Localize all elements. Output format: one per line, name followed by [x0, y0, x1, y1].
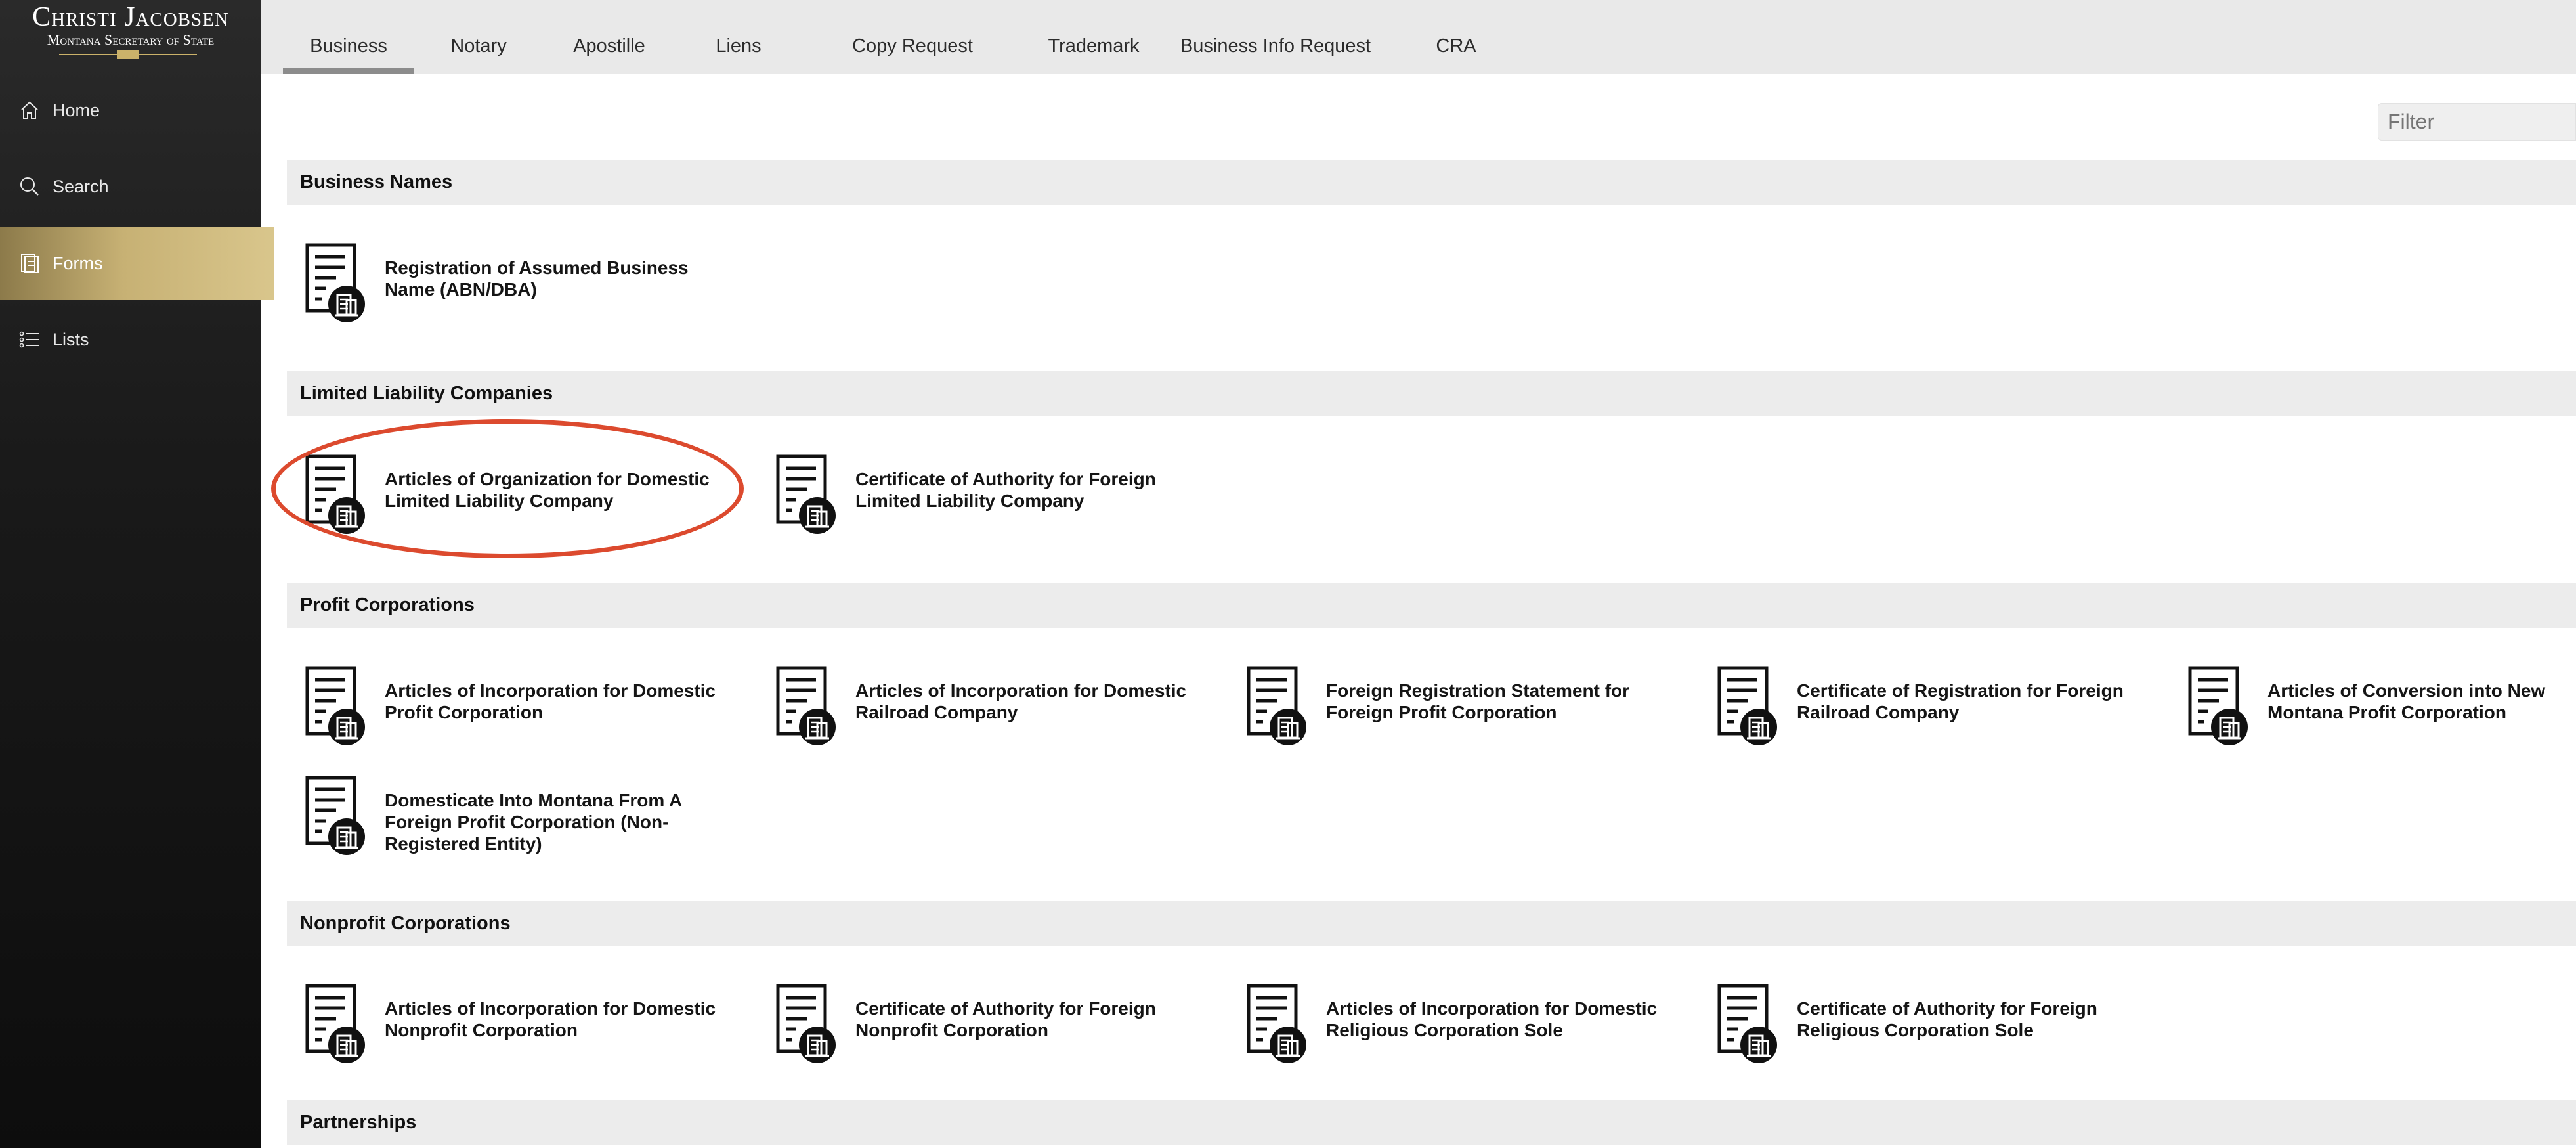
sidebar-item-search[interactable]	[0, 150, 261, 223]
tab-notary[interactable]: Notary	[450, 35, 507, 56]
tab-business[interactable]: Business	[283, 0, 414, 74]
section-header-profit-corporations: Profit Corporations	[287, 583, 2576, 628]
form-item[interactable]	[774, 454, 1220, 546]
form-document-icon	[303, 983, 366, 1065]
form-item[interactable]	[1245, 983, 1691, 1075]
form-item[interactable]	[1715, 665, 2162, 757]
form-document-icon	[774, 983, 837, 1065]
form-item-label: Articles of Incorporation for Domestic Religious Corporation Sole	[1326, 998, 1658, 1040]
form-document-icon	[774, 454, 837, 535]
form-item[interactable]	[1245, 665, 1691, 757]
tab-apostille[interactable]: Apostille	[573, 35, 645, 56]
section-header-nonprofit-corporations: Nonprofit Corporations	[287, 901, 2576, 946]
form-item-label: Domesticate Into Montana From A Foreign Profit Corporation (Non-Registered Entity)	[385, 790, 682, 854]
form-item-label: Articles of Incorporation for Domestic Profit Corporation	[385, 680, 716, 722]
home-icon	[18, 99, 41, 121]
section-header-business-names: Business Names	[287, 160, 2576, 205]
forms-icon	[18, 252, 41, 275]
tab-business-info-request[interactable]: Business Info Request	[1180, 35, 1371, 56]
form-document-icon	[1245, 665, 1308, 747]
top-tab-bar	[261, 0, 2576, 74]
form-item-label: Certificate of Authority for Foreign Limited Liability Company	[855, 469, 1156, 511]
section-header-llc: Limited Liability Companies	[287, 371, 2576, 416]
form-document-icon	[1715, 665, 1778, 747]
form-document-icon	[303, 242, 366, 324]
form-item-label: Certificate of Registration for Foreign Railroad Company	[1797, 680, 2124, 722]
form-document-icon	[303, 454, 366, 535]
sidebar-item-label: Lists	[53, 329, 89, 349]
form-item-label: Articles of Incorporation for Domestic Nonprofit Corporation	[385, 998, 716, 1040]
search-icon	[18, 175, 41, 198]
form-item-label: Certificate of Authority for Foreign Religious Corporation Sole	[1797, 998, 2097, 1040]
form-document-icon	[303, 775, 366, 856]
form-document-icon	[2186, 665, 2249, 747]
form-document-icon	[1245, 983, 1308, 1065]
tab-cra[interactable]: CRA	[1436, 35, 1476, 56]
sidebar-item-home[interactable]	[0, 74, 261, 147]
form-item[interactable]	[303, 242, 750, 334]
form-document-icon	[303, 665, 366, 747]
form-document-icon	[774, 665, 837, 747]
form-item[interactable]	[303, 983, 750, 1075]
brand-subtitle: Montana Secretary of State	[47, 32, 215, 48]
sidebar-item-label: Forms	[53, 253, 103, 273]
form-item[interactable]	[303, 454, 750, 546]
brand-name: Christi Jacobsen	[32, 2, 229, 32]
form-item-label: Articles of Incorporation for Domestic Railroad Company	[855, 680, 1187, 722]
sidebar-item-label: Home	[53, 100, 100, 120]
filter-input[interactable]	[2378, 103, 2576, 141]
form-item[interactable]	[1715, 983, 2162, 1075]
form-item[interactable]	[774, 983, 1220, 1075]
form-item[interactable]	[774, 665, 1220, 757]
form-item[interactable]	[303, 775, 750, 873]
brand-logo[interactable]	[0, 0, 261, 60]
form-document-icon	[1715, 983, 1778, 1065]
form-item[interactable]	[2186, 665, 2576, 757]
montana-state-icon	[117, 50, 139, 59]
tab-copy-request[interactable]: Copy Request	[852, 35, 973, 56]
section-header-partnerships: Partnerships	[287, 1100, 2576, 1145]
form-item-label: Certificate of Authority for Foreign Nonprofit Corporation	[855, 998, 1156, 1040]
sidebar-item-forms[interactable]	[0, 227, 274, 300]
sidebar-item-label: Search	[53, 176, 109, 196]
tab-trademark[interactable]: Trademark	[1048, 35, 1140, 56]
sidebar-item-lists[interactable]	[0, 303, 261, 376]
form-item-label: Foreign Registration Statement for Foreign Profit Corporation	[1326, 680, 1630, 722]
sidebar	[0, 0, 261, 1148]
form-item[interactable]	[303, 665, 750, 757]
tab-liens[interactable]: Liens	[716, 35, 762, 56]
list-icon	[18, 328, 41, 351]
form-item-label: Articles of Conversion into New Montana Profit Corporation	[2267, 680, 2546, 722]
form-item-label: Registration of Assumed Business Name (ABN/DBA)	[385, 257, 689, 299]
form-item-label: Articles of Organization for Domestic Limited Liability Company	[385, 469, 710, 511]
